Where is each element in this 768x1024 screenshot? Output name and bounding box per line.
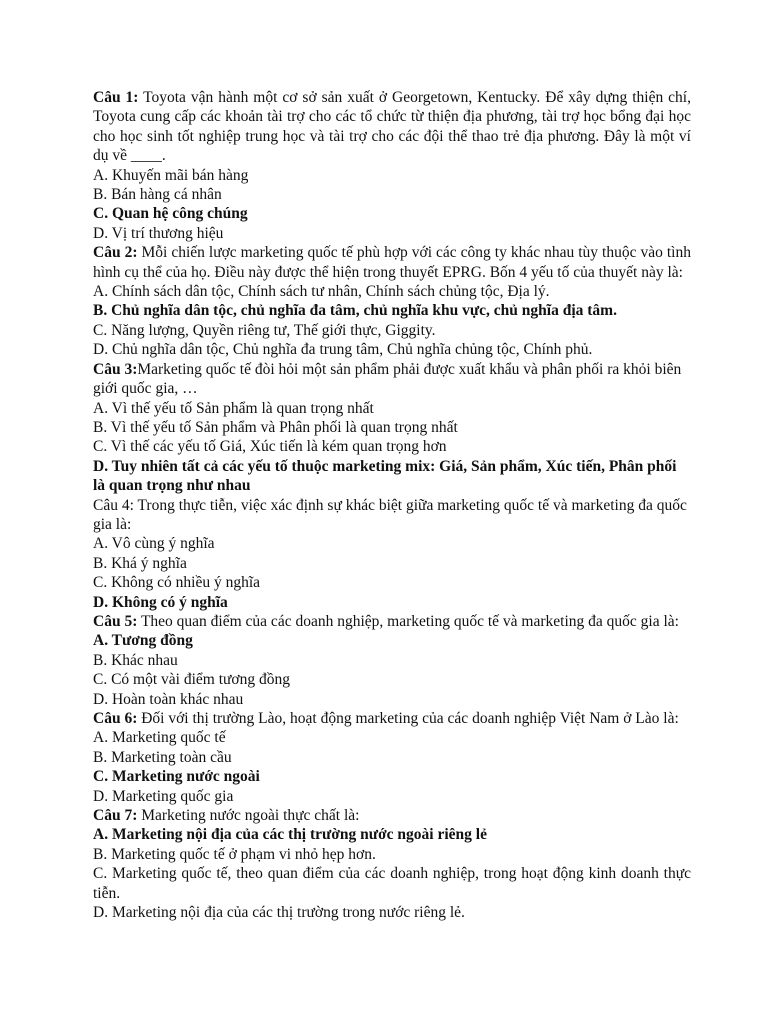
question-block [93, 360, 691, 496]
question-block [93, 496, 691, 612]
question-block [93, 709, 691, 806]
question-text: Mỗi chiến lược marketing quốc tế phù hợp với các công ty khác nhau tùy thuộc vào tình hình cụ thể của họ. Điều này được thể hiện trong thuyết EPRG. Bốn 4 yếu tố của thuyết này là: [93, 244, 691, 281]
answer-option: B. Khác nhau [93, 651, 178, 669]
answer-option: C. Marketing quốc tế, theo quan điểm của các doanh nghiệp, trong hoạt động kinh doanh thực tiễn. [93, 865, 691, 902]
question-stem [93, 612, 691, 631]
question-number: Câu 6: [93, 710, 138, 727]
answer-option: D. Vị trí thương hiệu [93, 224, 224, 242]
answer-option: C. Không có nhiều ý nghĩa [93, 574, 261, 592]
question-stem [93, 360, 691, 399]
answer-option: B. Marketing toàn cầu [93, 748, 232, 766]
answer-option: D. Marketing nội địa của các thị trường trong nước riêng lẻ. [93, 904, 465, 922]
question-stem [93, 496, 691, 535]
answer-option: A. Vì thế yếu tố Sản phẩm là quan trọng nhất [93, 399, 374, 417]
question-number: Câu 3: [93, 360, 138, 378]
answer-option: C. Có một vài điểm tương đồng [93, 671, 290, 689]
question-number: Câu 2: [93, 244, 138, 262]
answer-option: B. Vì thế yếu tố Sản phẩm và Phân phối là quan trọng nhất [93, 418, 458, 436]
answer-option-correct: A. Marketing nội địa của các thị trường nước ngoài riêng lẻ [93, 826, 487, 844]
answer-option-correct: D. Không có ý nghĩa [93, 593, 228, 611]
question-text: Marketing quốc tế đòi hỏi một sản phẩm phải được xuất khẩu và phân phối ra khỏi biên giới quốc gia, … [93, 360, 682, 398]
answer-option: C. Năng lượng, Quyền riêng tư, Thế giới thực, Giggity. [93, 321, 436, 339]
question-block [93, 612, 691, 709]
answer-option: A. Vô cùng ý nghĩa [93, 535, 215, 553]
question-block [93, 806, 691, 922]
question-number: Câu 4: [93, 496, 134, 514]
answer-option: B. Marketing quốc tế ở phạm vi nhỏ hẹp hơn. [93, 845, 376, 863]
question-text: Theo quan điểm của các doanh nghiệp, marketing quốc tế và marketing đa quốc gia là: [137, 612, 679, 630]
answer-option: A. Chính sách dân tộc, Chính sách tư nhân, Chính sách chủng tộc, Địa lý. [93, 283, 550, 301]
question-text: Toyota vận hành một cơ sở sản xuất ở Georgetown, Kentucky. Để xây dựng thiện chí, Toyota cung cấp các khoản tài trợ cho các tổ chức từ thiện địa phương, tài trợ học bổng đại học cho học sinh tốt nghiệp trung học và tài trợ cho các đội thể thao trẻ địa phương. Đây là một ví dụ về ____. [93, 89, 691, 165]
document-page [93, 88, 691, 922]
answer-option: A. Marketing quốc tế [93, 729, 226, 747]
question-block [93, 88, 691, 243]
answer-option-correct: D. Tuy nhiên tất cả các yếu tố thuộc marketing mix: Giá, Sản phẩm, Xúc tiến, Phân phối là quan trọng như nhau [93, 457, 677, 495]
answer-option: A. Khuyến mãi bán hàng [93, 166, 249, 184]
answer-option-correct: B. Chủ nghĩa dân tộc, chủ nghĩa đa tâm, chủ nghĩa khu vực, chủ nghĩa địa tâm. [93, 302, 617, 320]
answer-option-correct: C. Marketing nước ngoài [93, 768, 260, 786]
question-block [93, 243, 691, 359]
question-text: Trong thực tiễn, việc xác định sự khác biệt giữa marketing quốc tế và marketing đa quốc gia là: [93, 496, 687, 533]
question-number: Câu 7: [93, 807, 138, 825]
answer-option-correct: A. Tương đồng [93, 632, 193, 650]
question-stem [93, 243, 691, 282]
answer-option: B. Khá ý nghĩa [93, 554, 187, 572]
answer-option: C. Vì thế các yếu tố Giá, Xúc tiến là kém quan trọng hơn [93, 438, 447, 456]
answer-option: D. Marketing quốc gia [93, 787, 234, 805]
question-text: Đối với thị trường Lào, hoạt động marketing của các doanh nghiệp Việt Nam ở Lào là: [137, 710, 679, 727]
question-text: Marketing nước ngoài thực chất là: [137, 807, 360, 825]
answer-option: D. Chủ nghĩa dân tộc, Chủ nghĩa đa trung tâm, Chủ nghĩa chủng tộc, Chính phủ. [93, 341, 593, 359]
answer-option: B. Bán hàng cá nhân [93, 186, 222, 204]
answer-option-correct: C. Quan hệ công chúng [93, 205, 248, 223]
question-number: Câu 5: [93, 612, 138, 630]
question-number: Câu 1: [93, 89, 139, 106]
question-stem [93, 806, 691, 825]
question-stem [93, 88, 691, 166]
answer-option: D. Hoàn toàn khác nhau [93, 690, 244, 708]
question-stem [93, 709, 691, 728]
